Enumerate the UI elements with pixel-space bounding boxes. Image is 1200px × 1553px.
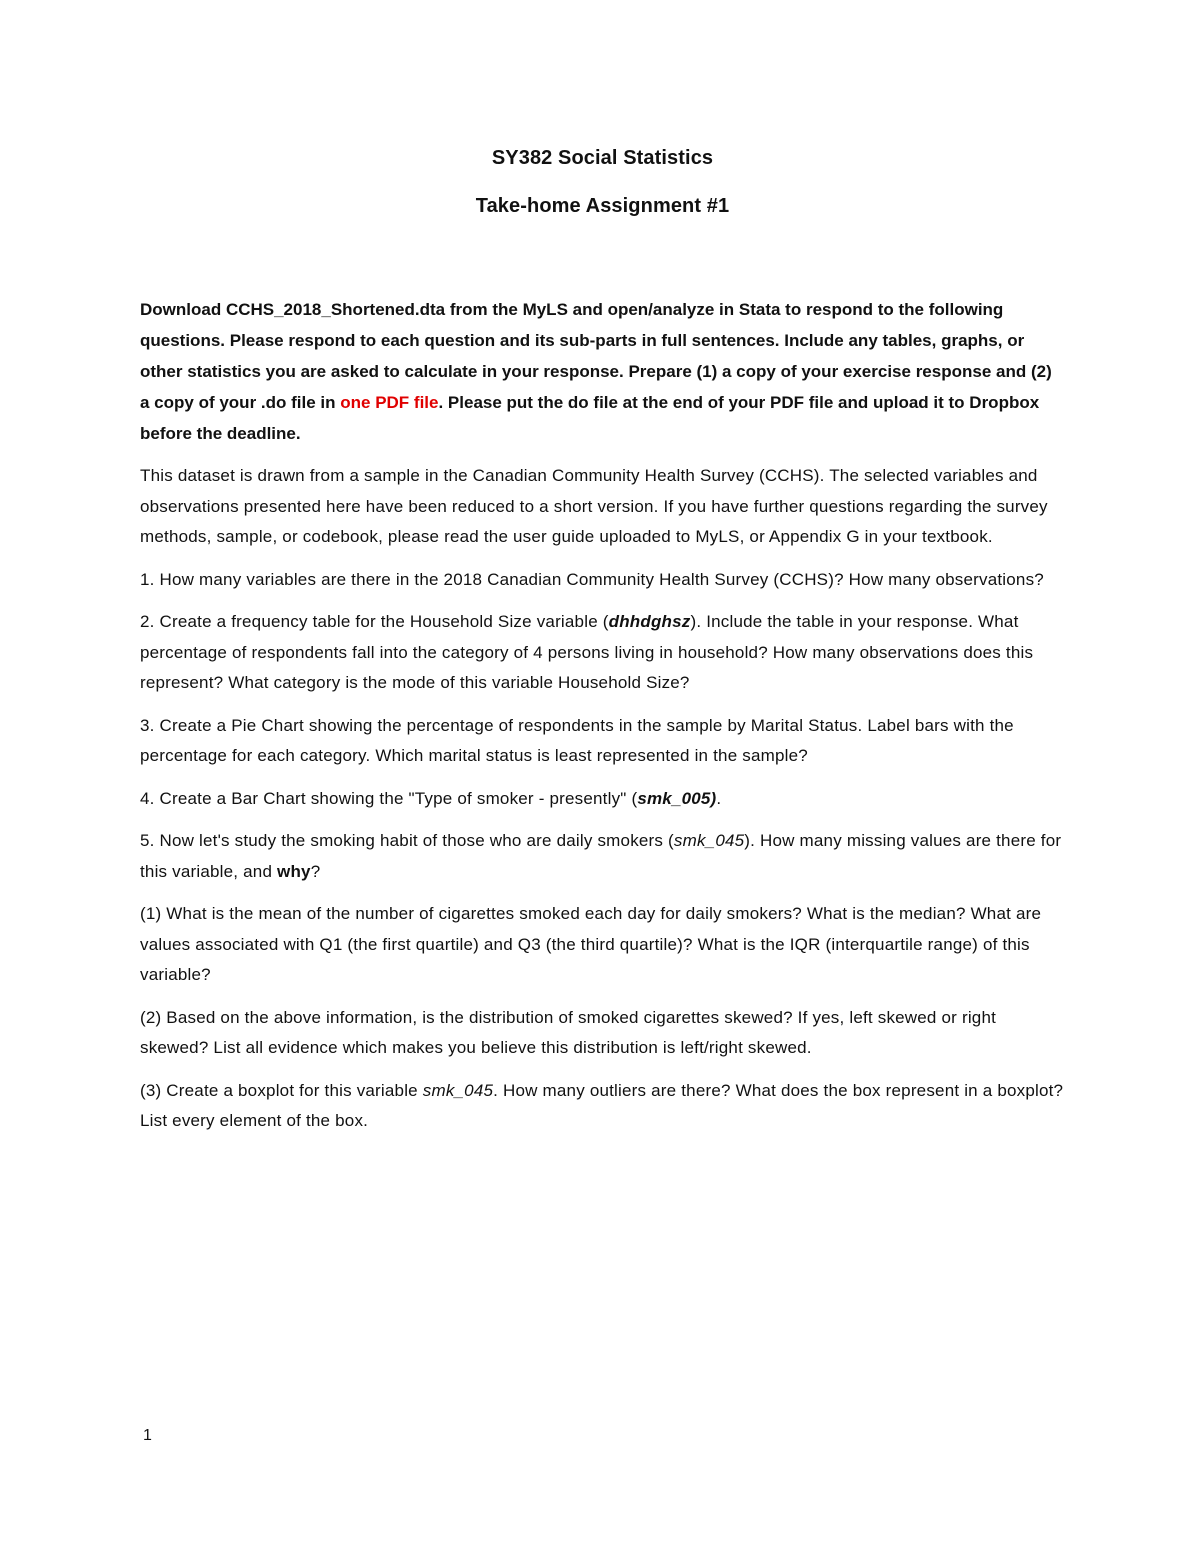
question-5 (140, 826, 1065, 887)
question-2-variable: dhhdghsz (608, 612, 691, 631)
sub-question-3-text-a: (3) Create a boxplot for this variable (140, 1080, 423, 1100)
question-5-text-b: ). How many missing values are there for this variable, and (140, 831, 1062, 881)
sub-question-3 (140, 1076, 1065, 1137)
question-5-text-c: ? (310, 861, 321, 881)
question-4-text-a: 4. Create a Bar Chart showing the "Type of smoker - presently" ( (140, 788, 638, 808)
question-5-text-a: 5. Now let's study the smoking habit of those who are daily smokers ( (140, 831, 674, 850)
instructions-text-2: . Please put the do file at the end of your PDF file and upload it to Dropbox before the deadline. (140, 393, 1040, 443)
question-4 (140, 784, 1065, 815)
instructions-paragraph (140, 294, 1065, 449)
intro-paragraph: This dataset is drawn from a sample in the Canadian Community Health Survey (CCHS). The selected variables and observations presented here have been reduced to a short version. If you have further questions regarding the survey methods, sample, or codebook, please read the user guide uploaded to MyLS, or Appendix G in your textbook. (140, 466, 1048, 546)
course-title: SY382 Social Statistics (491, 147, 714, 169)
question-3: 3. Create a Pie Chart showing the percentage of respondents in the sample by Marital Status. Label bars with the percentage for each category. Which marital status is least represented in the sample? (140, 715, 1014, 765)
question-4-text-b: . (716, 788, 722, 808)
question-2-text-b: ). Include the table in your response. What percentage of respondents fall into the category of 4 persons living in household? How many observations does this represent? What category is the mode of this variable Household Size? (140, 612, 1034, 692)
sub-question-1: (1) What is the mean of the number of cigarettes smoked each day for daily smokers? What is the median? What are values associated with Q1 (the first quartile) and Q3 (the third quartile)? What is the IQR (interquartile range) of this variable? (140, 904, 1042, 984)
instructions-highlight: one PDF file (340, 393, 439, 412)
sub-question-3-variable: smk_045 (422, 1080, 494, 1100)
question-2 (140, 607, 1065, 699)
question-5-bold-why: why (277, 861, 311, 881)
question-2-text-a: 2. Create a frequency table for the Household Size variable ( (140, 612, 609, 631)
document-body (140, 138, 1065, 1137)
question-1: 1. How many variables are there in the 2018 Canadian Community Health Survey (CCHS)? How many observations? (140, 569, 1044, 589)
instructions-text-1: Download CCHS_2018_Shortened.dta from the MyLS and open/analyze in Stata to respond to the following questions. Please respond to each question and its sub-parts in full sentences. Include any tables, graphs, or other statistics you are asked to calculate in your response. Prepare (1) a copy of your exercise response and (2) a copy of your .do file in (140, 300, 1052, 412)
assignment-title: Take-home Assignment #1 (475, 195, 730, 217)
sub-question-2: (2) Based on the above information, is the distribution of smoked cigarettes skewed? If yes, left skewed or right skewed? List all evidence which makes you believe this distribution is left/right skewed. (140, 1007, 997, 1057)
question-5-variable: smk_045 (673, 831, 745, 850)
sub-question-3-text-b: . How many outliers are there? What does the box represent in a boxplot? List every element of the box. (140, 1080, 1064, 1130)
page-number: 1 (143, 1427, 152, 1444)
question-4-variable: smk_005) (637, 788, 717, 808)
